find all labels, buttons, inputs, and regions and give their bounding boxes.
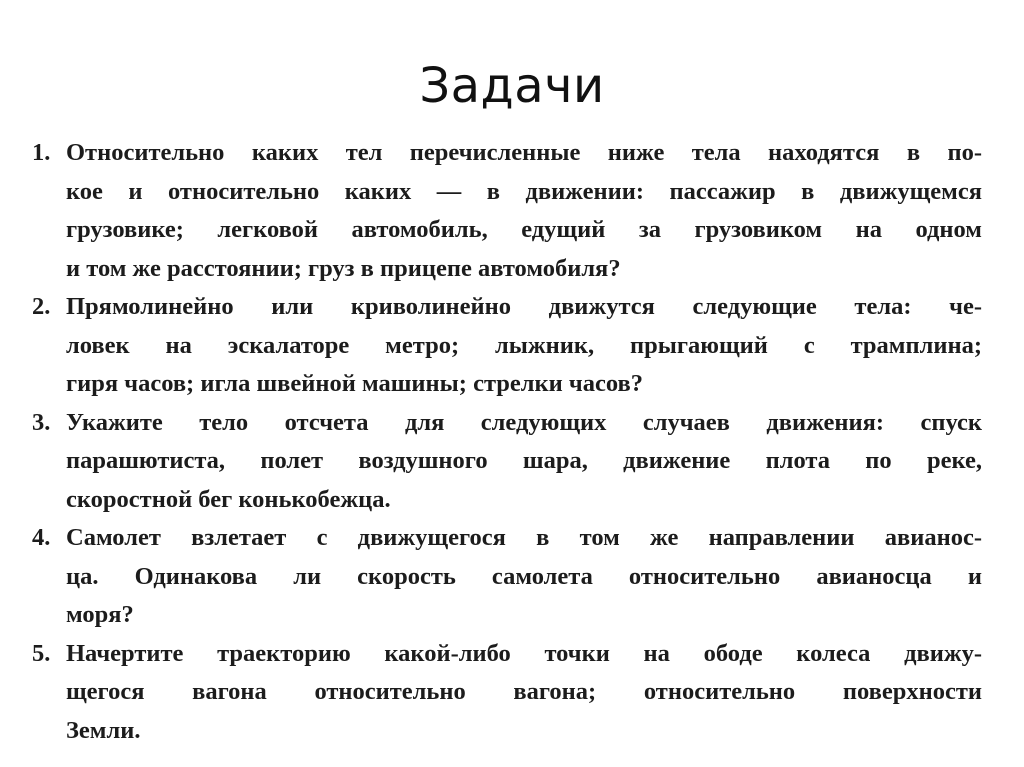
problem-item-3 [32, 404, 982, 520]
problem-text [66, 404, 982, 520]
problem-line: Укажите тело отсчета для следующих случаев движения: спуск [66, 408, 982, 436]
problem-line: Начертите траекторию какой-либо точки на ободе колеса движу- [66, 639, 982, 667]
problem-number: 4. [32, 524, 51, 551]
problem-text [66, 134, 982, 288]
problem-text [66, 635, 982, 751]
problem-list [32, 134, 982, 750]
problem-item-4 [32, 519, 982, 635]
problem-line: Прямолинейно или криволинейно движутся следующие тела: че- [66, 293, 982, 320]
problem-text [66, 288, 982, 404]
problem-line: ловек на эскалаторе метро; лыжник, прыгающий с трамплина; [66, 331, 982, 359]
problem-line: грузовике; легковой автомобиль, едущий за грузовиком на одном [66, 216, 982, 243]
problem-line: щегося вагона относительно вагона; относительно поверхности [66, 678, 982, 705]
problem-number: 3. [32, 408, 51, 436]
problem-line: и том же расстоянии; груз в прицепе автомобиля? [66, 254, 621, 282]
problem-line: ца. Одинакова ли скорость самолета относительно авианосца и [66, 562, 982, 590]
problem-line: Самолет взлетает с движущегося в том же направлении авианос- [66, 524, 982, 551]
problem-number: 5. [32, 639, 51, 667]
problem-line: парашютиста, полет воздушного шара, движение плота по реке, [66, 447, 982, 474]
problem-text [66, 519, 982, 635]
problem-line: Земли. [66, 716, 141, 744]
problem-item-5 [32, 635, 982, 751]
problem-number: 2. [32, 293, 51, 320]
problem-item-2 [32, 288, 982, 404]
problem-number: 1. [32, 139, 51, 166]
problem-line: кое и относительно каких — в движении: пассажир в движущемся [66, 177, 982, 205]
problem-line: моря? [66, 601, 134, 628]
problem-line: скоростной бег конькобежца. [66, 485, 391, 513]
problem-line: Относительно каких тел перечисленные ниже тела находятся в по- [66, 139, 982, 166]
problem-line: гиря часов; игла швейной машины; стрелки часов? [66, 370, 643, 397]
slide-title: Задачи [419, 58, 605, 114]
problem-item-1 [32, 134, 982, 288]
